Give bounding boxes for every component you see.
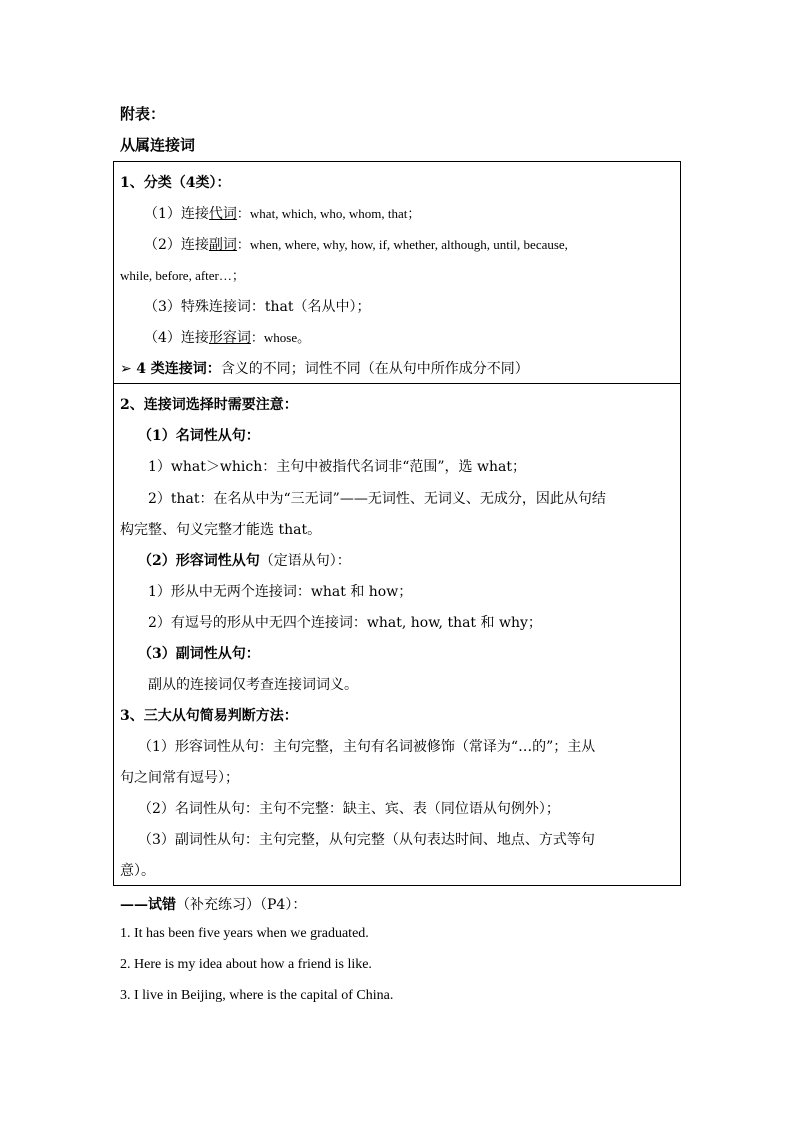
practice-item: 2. Here is my idea about how a friend is like. <box>120 957 372 972</box>
adjective-clause-point-1: 1）形从中无两个连接词：what 和 how； <box>148 584 413 600</box>
method-3a: （3）副词性从句：主句完整，从句完整（从句表达时间、地点、方式等句 <box>138 832 595 848</box>
noun-clause-heading: （1）名词性从句： <box>138 428 260 444</box>
item-adjective-term: 形容词 <box>208 330 251 346</box>
noun-clause-point-1: 1）what＞which：主句中被指代名词非“范围”，选 what； <box>148 459 526 475</box>
section-title: 从属连接词 <box>120 136 196 154</box>
practice-heading-bold: ——试错 <box>120 897 176 913</box>
selection-heading: 2、连接词选择时需要注意： <box>120 397 298 413</box>
adjective-clause-heading <box>138 550 351 570</box>
classification-heading: 1、分类（4类）： <box>120 175 231 191</box>
item-adjective-prefix: （4）连接 <box>144 330 209 346</box>
item-adverb-term: 副词 <box>208 237 237 253</box>
adjective-clause-point-2: 2）有逗号的形从中无四个连接词：what, how, that 和 why； <box>148 615 542 631</box>
practice-heading-rest: （补充练习）（P4）： <box>176 897 307 913</box>
item-pronoun-prefix: （1）连接 <box>144 206 209 222</box>
method-1b: 句之间常有逗号）； <box>120 770 239 786</box>
item-adverb <box>144 234 568 254</box>
item-pronoun-list: ：what, which, who, whom, that； <box>236 206 421 221</box>
method-2: （2）名词性从句：主句不完整：缺主、宾、表（同位语从句例外）； <box>138 801 560 817</box>
item-adverb-list: ：when, where, why, how, if, whether, although, until, because, <box>236 237 568 252</box>
item-pronoun <box>144 203 420 223</box>
classification-box <box>113 161 681 384</box>
practice-item: 3. I live in Beijing, where is the capital of China. <box>120 988 394 1003</box>
note-bullet-icon: ➢ <box>120 361 132 377</box>
item-adverb-continued: while, before, after…； <box>120 268 245 283</box>
adverb-clause-point-1: 副从的连接词仅考查连接词词义。 <box>148 677 358 693</box>
noun-clause-point-2a: 2）that：在名从中为“三无词”——无词性、无词义、无成分，因此从句结 <box>148 491 606 507</box>
noun-clause-point-2b: 构完整、句义完整才能选 that。 <box>120 522 322 538</box>
item-adjective-list: ：whose。 <box>250 330 311 345</box>
method-1a: （1）形容词性从句：主句完整，主句有名词被修饰（常译为“…的”；主从 <box>138 739 596 755</box>
adverb-clause-heading: （3）副词性从句： <box>138 646 260 662</box>
four-types-note <box>120 358 529 378</box>
adjective-clause-note: （定语从句）： <box>259 553 351 569</box>
item-adverb-prefix: （2）连接 <box>144 237 209 253</box>
note-text: 含义的不同；词性不同（在从句中所作成分不同） <box>220 361 529 377</box>
item-special: （3）特殊连接词：that（名从中）； <box>144 299 371 315</box>
method-heading: 3、三大从句简易判断方法： <box>120 708 298 724</box>
appendix-heading: 附表： <box>120 105 166 123</box>
item-adjective <box>144 327 310 347</box>
adjective-clause-title: （2）形容词性从句 <box>138 553 260 569</box>
practice-item: 1. It has been five years when we graduated. <box>120 926 369 941</box>
method-3b: 意）。 <box>120 863 155 879</box>
note-bold-label: 4 类连接词： <box>136 361 221 377</box>
selection-box <box>113 383 681 886</box>
practice-heading <box>120 894 306 914</box>
item-pronoun-term: 代词 <box>208 206 237 222</box>
